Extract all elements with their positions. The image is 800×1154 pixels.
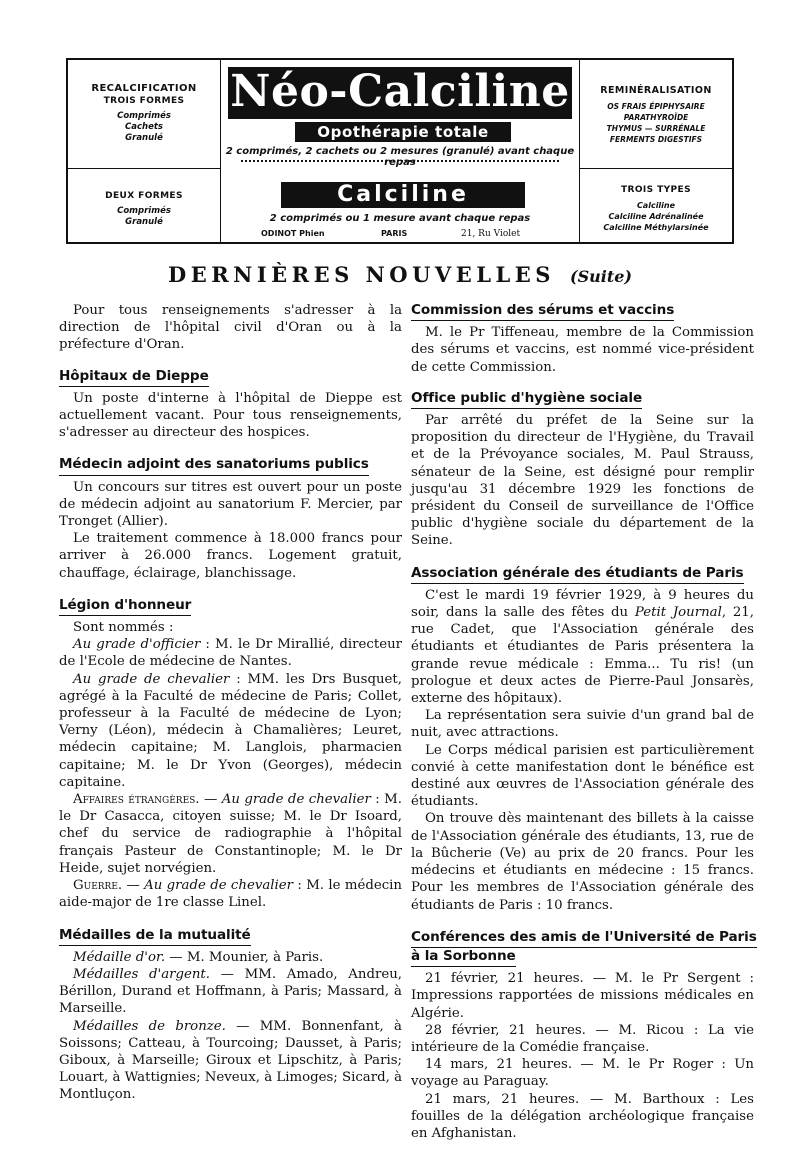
mutualite-bronze [59, 1018, 402, 1104]
ad-city: PARIS [381, 229, 408, 238]
etudiants-paragraph-2: La représentation sera suivie d'un grand bal de nuit, avec attractions. [411, 708, 754, 741]
etudiants-p1-journal: Petit Journal [634, 605, 722, 621]
serums-paragraph: M. le Pr Tiffeneau, membre de la Commission des sérums et vaccins, est nommé vice-président de cette Commission. [411, 325, 754, 375]
page-headline [0, 262, 800, 287]
ad-right-top-item: OS FRAIS ÉPIPHYSAIRE [607, 102, 705, 111]
dieppe-paragraph: Un poste d'interne à l'hôpital de Dieppe est actuellement vacant. Pour tous renseignements, s'adresser au directeur des hospices. [59, 390, 402, 441]
ad-dosage-2: 2 comprimés ou 1 mesure avant chaque repas [269, 213, 531, 224]
ad-right-bottom-item: Calciline [636, 201, 676, 210]
mutualite-argent [59, 966, 402, 1018]
legion-title: Légion d'honneur [59, 597, 191, 616]
ad-left-bottom-heading: DEUX FORMES [105, 191, 183, 201]
ad-right-top-item: PARATHYROÏDE [623, 113, 689, 122]
ad-left-bottom-item: Granulé [125, 217, 163, 227]
conference-item: 21 mars, 21 heures. — M. Barthoux : Les fouilles de la délégation archéologique française en Afghanistan. [411, 1091, 754, 1141]
conferences-subtitle: à la Sorbonne [411, 948, 516, 967]
sanatorium-title: Médecin adjoint des sanatoriums publics [59, 456, 369, 475]
legion-officier [59, 636, 402, 670]
legion-guerre-label: Guerre. [73, 878, 123, 894]
conference-item: 21 février, 21 heures. — M. le Pr Sergent : Impressions rapportées de missions médicales en Algérie. [411, 971, 754, 1021]
ad-left-top-item: Granulé [125, 133, 163, 143]
sanatorium-paragraph-2: Le traitement commence à 18.000 francs pour arriver à 26.000 francs. Logement gratuit, chauffage, éclairage, blanchissage. [59, 531, 402, 581]
mutualite-or-text: — M. Mounier, à Paris. [165, 949, 324, 965]
mutualite-or [59, 949, 402, 966]
ad-left-top-item: Cachets [125, 122, 163, 132]
oran-paragraph: Pour tous renseignements s'adresser à la direction de l'hôpital civil d'Oran ou à la préfecture d'Oran. [59, 303, 402, 353]
mutualite-bronze-text: — MM. Bonnenfant, à Soissons; Catteau, à Tourcoing; Dausset, à Paris; Giboux, à Marseille; Giroux et Lipschitz, à Paris; Louart, à Wattignies; Neveux, à Limoges; Sicard, à Montluçon. [59, 1018, 402, 1103]
legion-officier-text: : M. le Dr Mirallié, directeur de l'Ecole de médecine de Nantes. [59, 637, 402, 670]
mutualite-or-label: Médaille d'or. [73, 949, 166, 965]
ad-right-panel [579, 60, 732, 242]
ad-right-bottom-item: Calciline Méthylarsinée [603, 223, 709, 232]
ad-left-panel [68, 60, 221, 242]
mutualite-bronze-label: Médailles de bronze. [73, 1018, 226, 1034]
hygiene-title: Office public d'hygiène sociale [411, 390, 642, 409]
ad-dotted-divider [241, 160, 559, 162]
brand-subtitle: Opothérapie totale [295, 122, 511, 142]
ad-maker: ODINOT Phien [261, 229, 325, 238]
etudiants-title: Association générale des étudiants de Paris [411, 565, 744, 584]
hygiene-section [411, 390, 754, 550]
legion-officier-label: Au grade d'officier [73, 637, 201, 653]
ad-left-divider [68, 168, 220, 169]
conference-item: 14 mars, 21 heures. — M. le Pr Roger : Un voyage au Paraguay. [411, 1057, 754, 1090]
legion-chevalier-text: : MM. les Drs Busquet, agrégé à la Faculté de médecine de Paris; Collet, professeur à la Faculté de médecine de Lyon; Verny (Léon), médecin à Chamalières; Leuret, médecin capitaine; M. Langlois, pharmacien capitaine; M. le Dr Yvon (Georges), médecin capitaine. [59, 671, 402, 790]
mutualite-argent-label: Médailles d'argent. [73, 966, 211, 982]
hygiene-paragraph: Par arrêté du préfet de la Seine sur la proposition du directeur de l'Hygiène, du Travail et de la Prévoyance sociales, M. Paul Strauss, sénateur de la Seine, est désigné pour remplir jusqu'au 31 décembre 1929 les fonctions de président du Conseil de surveillance de l'Office public d'hygiène sociale du département de la Seine. [411, 413, 754, 549]
oran-section [59, 302, 402, 354]
advertisement-box [66, 58, 734, 244]
conference-item: 28 février, 21 heures. — M. Ricou : La vie intérieure de la Comédie française. [411, 1022, 754, 1055]
dieppe-section [59, 368, 402, 442]
legion-affaires-text: : M. le Dr Casacca, citoyen suisse; M. le Dr Isoard, chef du service de radiographie à l'hôpital français Pasteur de Constantinople; M. le Dr Heide, sujet norvégien. [59, 792, 402, 876]
ad-address: 21, Ru Violet [461, 229, 521, 239]
mutualite-argent-text: — MM. Amado, Andreu, Bérillon, Durand et Hoffmann, à Paris; Massard, à Marseille. [59, 966, 402, 1017]
ad-left-top-item: Comprimés [117, 111, 171, 121]
ad-left-bottom-item: Comprimés [117, 206, 171, 216]
ad-center-panel [221, 60, 579, 242]
brand-logo-neo-calciline: Néo-Calciline [228, 67, 572, 119]
sanatorium-section [59, 456, 402, 581]
etudiants-paragraph-1 [411, 587, 754, 707]
ad-right-bottom-item: Calciline Adrénalinée [608, 212, 704, 221]
etudiants-paragraph-4: On trouve dès maintenant des billets à la caisse de l'Association générale des étudiants, 13, rue de la Bûcherie (Ve) au prix de 20 francs. Pour les médecins et étudiants en médecine : 15 francs. Pour les membres de l'Association générale des étudiants de Paris : 10 francs. [411, 811, 754, 913]
etudiants-p1-end: , 21, rue Cadet, que l'Association générale des étudiants et étudiantes de Paris présentera la grande revue médicale : Emma... Tu ris! (un prologue et deux actes de Pierre-Paul Jonsarès, externe des hôpitaux). [411, 605, 754, 707]
left-column [59, 302, 402, 1116]
legion-affaires [59, 791, 402, 877]
mutualite-title: Médailles de la mutualité [59, 927, 251, 946]
etudiants-paragraph-3: Le Corps médical parisien est particulièrement convié à cette manifestation dont le bénéfice est destiné aux œuvres de l'Association générale des étudiants. [411, 742, 754, 810]
legion-intro: Sont nommés : [73, 620, 174, 636]
legion-chevalier-label: Au grade de chevalier [73, 671, 230, 687]
etudiants-p1-start: C'est le mardi 19 février 1929, à 9 heures du soir, dans la salle des fêtes du [411, 587, 754, 621]
conferences-title: Conférences des amis de l'Université de Paris [411, 929, 757, 948]
ad-right-divider [580, 168, 732, 169]
legion-section [59, 597, 402, 912]
legion-chevalier [59, 671, 402, 791]
right-column [411, 302, 757, 1154]
legion-affaires-grade: — Au grade de chevalier [199, 792, 371, 808]
ad-right-bottom-heading: TROIS TYPES [621, 185, 691, 195]
ad-left-top-subheading: TROIS FORMES [103, 96, 185, 106]
conferences-section [411, 928, 757, 1142]
headline-title: DERNIÈRES NOUVELLES [167, 262, 555, 287]
headline-suite: (Suite) [570, 267, 632, 286]
brand-logo-calciline: Calciline [281, 182, 525, 208]
ad-dosage-1: 2 comprimés, 2 cachets ou 2 mesures (granulé) avant chaque repas [225, 146, 575, 168]
serums-title: Commission des sérums et vaccins [411, 302, 674, 321]
dieppe-title: Hôpitaux de Dieppe [59, 368, 209, 387]
legion-guerre-text: : M. le médecin aide-major de 1re classe Linel. [59, 878, 402, 911]
ad-right-top-heading: REMINÉRALISATION [600, 85, 712, 96]
sanatorium-paragraph-1: Un concours sur titres est ouvert pour un poste de médecin adjoint au sanatorium F. Mercier, par Tronget (Allier). [59, 479, 402, 530]
mutualite-section [59, 927, 402, 1104]
serums-section [411, 302, 754, 376]
legion-affaires-label: Affaires étrangères. [73, 792, 200, 808]
etudiants-section [411, 565, 754, 914]
ad-right-top-item: THYMUS — SURRÉNALE [606, 124, 706, 133]
legion-guerre-grade: — Au grade de chevalier [122, 878, 293, 894]
ad-right-top-item: FERMENTS DIGESTIFS [609, 135, 703, 144]
legion-guerre [59, 877, 402, 911]
ad-left-top-heading: RECALCIFICATION [91, 83, 197, 94]
